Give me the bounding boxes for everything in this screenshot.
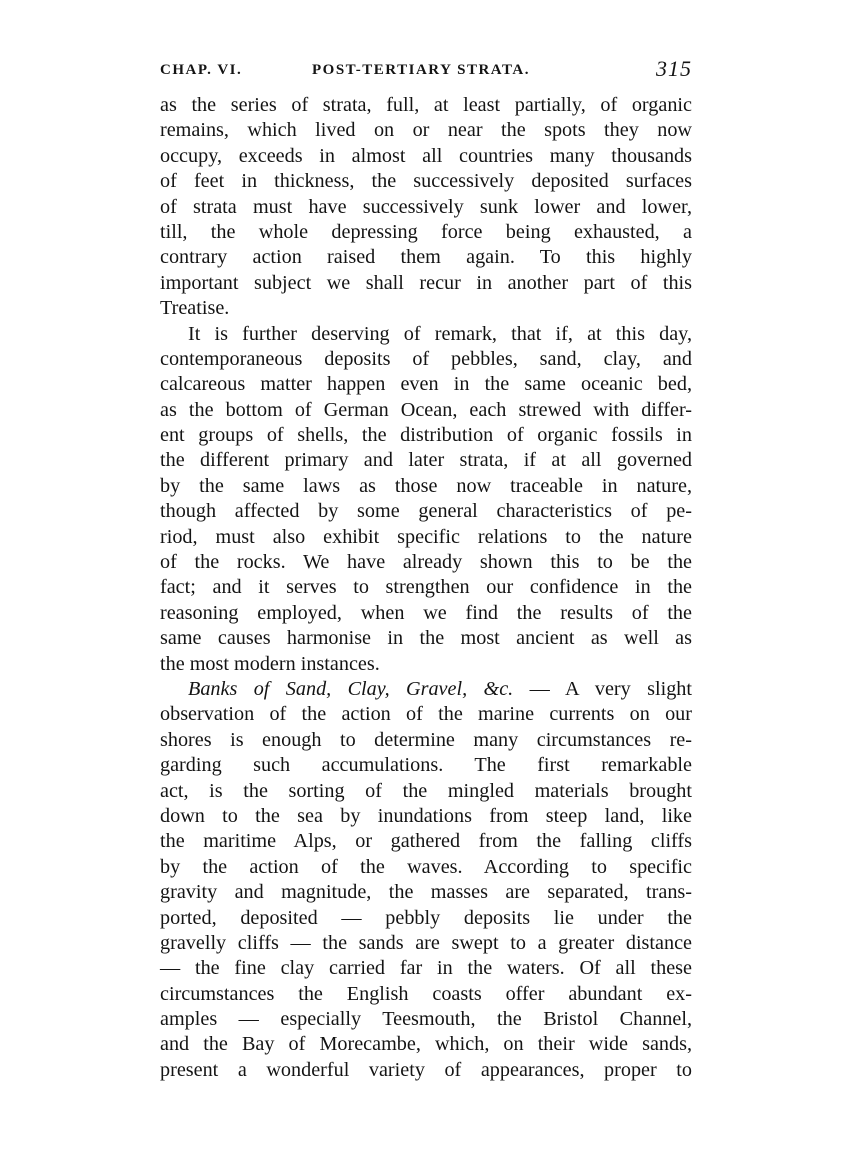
text-line: by the same laws as those now traceable in nature, [160, 474, 692, 497]
running-title: POST-TERTIARY STRATA. [312, 62, 530, 78]
text-line: contrary action raised them again. To this highly [160, 246, 692, 269]
page-number: 315 [656, 56, 692, 81]
text-line: ent groups of shells, the distribution of organic fossils in [160, 424, 692, 447]
text-line: occupy, exceeds in almost all countries many thousands [160, 144, 692, 167]
text-line: the different primary and later strata, if at all governed [160, 449, 692, 472]
text-line: same causes harmonise in the most ancient as well as [160, 627, 692, 650]
text-line: the most modern instances. [160, 652, 380, 675]
text-line: — the fine clay carried far in the waters. Of all these [160, 957, 692, 980]
text-line: gravity and magnitude, the masses are separated, trans- [160, 881, 692, 904]
text-line: gravelly cliffs — the sands are swept to a greater distance [160, 931, 692, 954]
text-line: calcareous matter happen even in the same oceanic bed, [160, 373, 692, 396]
text-line: contemporaneous deposits of pebbles, sand, clay, and [160, 347, 692, 370]
text-line: as the series of strata, full, at least partially, of organic [160, 94, 692, 116]
text-line: Treatise. [160, 297, 230, 320]
text-line: riod, must also exhibit specific relations to the nature [160, 525, 692, 548]
text-line: observation of the action of the marine currents on our [160, 703, 692, 726]
text-line: the maritime Alps, or gathered from the falling cliffs [160, 830, 692, 853]
text-line: and the Bay of Morecambe, which, on their wide sands, [160, 1033, 692, 1056]
body-text [160, 93, 692, 1083]
text-line: fact; and it serves to strengthen our confidence in the [160, 576, 692, 599]
text-line: garding such accumulations. The first remarkable [160, 754, 692, 777]
text-line: as the bottom of German Ocean, each strewed with differ- [160, 398, 692, 421]
text-line: act, is the sorting of the mingled materials brought [160, 779, 692, 802]
text-line: of strata must have successively sunk lower and lower, [160, 195, 692, 218]
text-line: of feet in thickness, the successively deposited surfaces [160, 170, 692, 193]
heading-continuation: — A very slight [513, 677, 692, 700]
text-line: important subject we shall recur in another part of this [160, 271, 692, 294]
section-heading-line [160, 677, 692, 702]
text-line: present a wonderful variety of appearances, proper to [160, 1058, 692, 1081]
text-line: remains, which lived on or near the spots they now [160, 119, 692, 142]
text-line: reasoning employed, when we find the results of the [160, 601, 692, 624]
text-line: circumstances the English coasts offer abundant ex- [160, 982, 692, 1005]
text-line: It is further deserving of remark, that if, at this day, [188, 322, 692, 345]
text-line: though affected by some general characteristics of pe- [160, 500, 692, 523]
section-heading: Banks of Sand, Clay, Gravel, &c. [188, 677, 514, 700]
text-line: of the rocks. We have already shown this to be the [160, 551, 692, 574]
text-line: by the action of the waves. According to specific [160, 855, 692, 878]
text-line: amples — especially Teesmouth, the Bristol Channel, [160, 1008, 692, 1031]
text-line: down to the sea by inundations from steep land, like [160, 804, 692, 827]
chapter-label: CHAP. VI. [160, 62, 243, 78]
text-line: shores is enough to determine many circumstances re- [160, 728, 692, 751]
text-line: ported, deposited — pebbly deposits lie under the [160, 906, 692, 929]
text-line: till, the whole depressing force being exhausted, a [160, 220, 692, 243]
running-head [160, 58, 692, 88]
